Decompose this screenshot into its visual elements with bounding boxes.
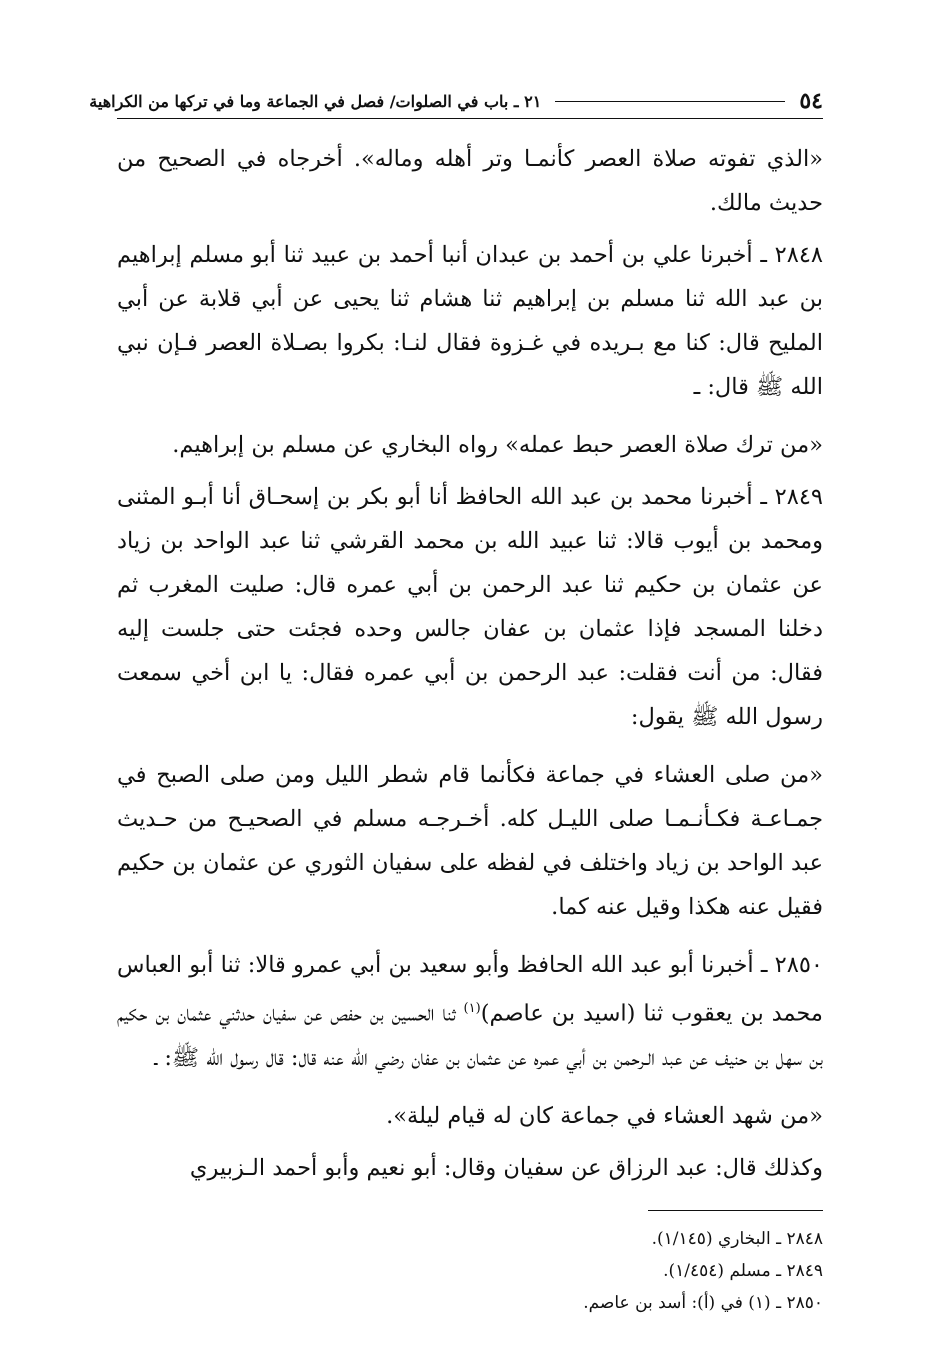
running-head-title: ٢١ ـ باب في الصلوات/ فصل في الجماعة وما في تركها من الكراهية <box>89 91 542 111</box>
page-number: ٥٤ <box>799 88 823 114</box>
paragraph-1: «الذي تفوته صلاة العصر كأنمـا وتر أهله وماله». أخرجاه في الصحيح من حديث مالك. <box>117 146 823 216</box>
hadith-2849: ٢٨٤٩ ـ أخبرنا محمد بن عبد الله الحافظ أنا أبو بكر بن إسحـاق أنا أبـو المثنى ومحمد بن أيوب قالا: ثنا عبيد الله بن محمد القرشي ثنا عبد الواحد بن زياد عن عثمان بن حكيم ثنا عبد الرحمن بن أبي عمره قال: صليت المغرب ثم دخلنا المسجد فإذا عثمان بن عفان جالس وحده فجئت حتى جلست إليه فقال: من أنت فقلت: عبد الرحمن بن أبي عمره فقال: يا ابن أخي سمعت رسول الله ﷺ يقول: <box>117 484 823 730</box>
footnote-2850: ٢٨٥٠ ـ (١) في (أ): أسد بن عاصم. <box>583 1292 823 1313</box>
hadith-2848: ٢٨٤٨ ـ أخبرنا علي بن أحمد بن عبدان أنبا أحمد بن عبيد ثنا أبو مسلم إبراهيم بن عبد الله ثنا مسلم بن إبراهيم ثنا هشام ثنا يحيى عن أبي قلابة عن أبي المليح قال: كنا مع بـريده في غـزوة فقال لنـا: بكروا بصـلاة العصر فـإن نبي الله ﷺ قال: ـ <box>117 242 823 400</box>
hadith-2850-rest: ثنا الحسين بن حفص عن سفيان حدثني عثمان بن حكيم بن سهل بن حنيف عن عبد الـرحمن بن أبي عمره عن عثمان بن عفان رضي الله عنه قال: قال رسول الله ﷺ: ـ <box>117 1000 823 1071</box>
hadith-2850-text: ٢٨٥٠ ـ أخبرنا أبو عبد الله الحافظ وأبو سعيد بن أبي عمرو قالا: ثنا أبو العباس محمد بن يعقوب ثنا (اسيد بن عاصم) <box>117 952 823 1027</box>
paragraph-quote-2850: «من شهد العشاء في جماعة كان له قيام ليلة». <box>386 1102 823 1129</box>
paragraph-last: وكذلك قال: عبد الرزاق عن سفيان وقال: أبو نعيم وأبو أحمد الـزبيري <box>189 1154 823 1181</box>
paragraph-quote-2849: «من صلى العشاء في جماعة فكأنما قام شطر الليل ومن صلى الصبح في جمـاعـة فكـأنـمـا صلى الليـل كله. أخـرجـه مسلم في الصحيـح من حـديث عبد الواحد بن زياد واختلف في لفظه على سفيان الثوري عن عثمان بن حكيم فقيل عنه هكذا وقيل عنه كما. <box>117 762 823 920</box>
main-text <box>117 137 823 1190</box>
footnotes <box>117 1223 823 1319</box>
footnote-2848: ٢٨٤٨ ـ البخاري (١/١٤٥). <box>651 1228 823 1249</box>
book-page <box>89 84 823 1319</box>
paragraph-quote-2848: «من ترك صلاة العصر حبط عمله» رواه البخاري عن مسلم بن إبراهيم. <box>172 432 823 458</box>
running-head <box>89 84 823 119</box>
header-rule <box>555 101 785 102</box>
hadith-2850 <box>117 943 823 1080</box>
footnote-2849: ٢٨٤٩ ـ مسلم (١/٤٥٤). <box>663 1260 823 1281</box>
footnote-rule <box>648 1210 823 1211</box>
footnote-marker: (١) <box>463 1001 481 1016</box>
